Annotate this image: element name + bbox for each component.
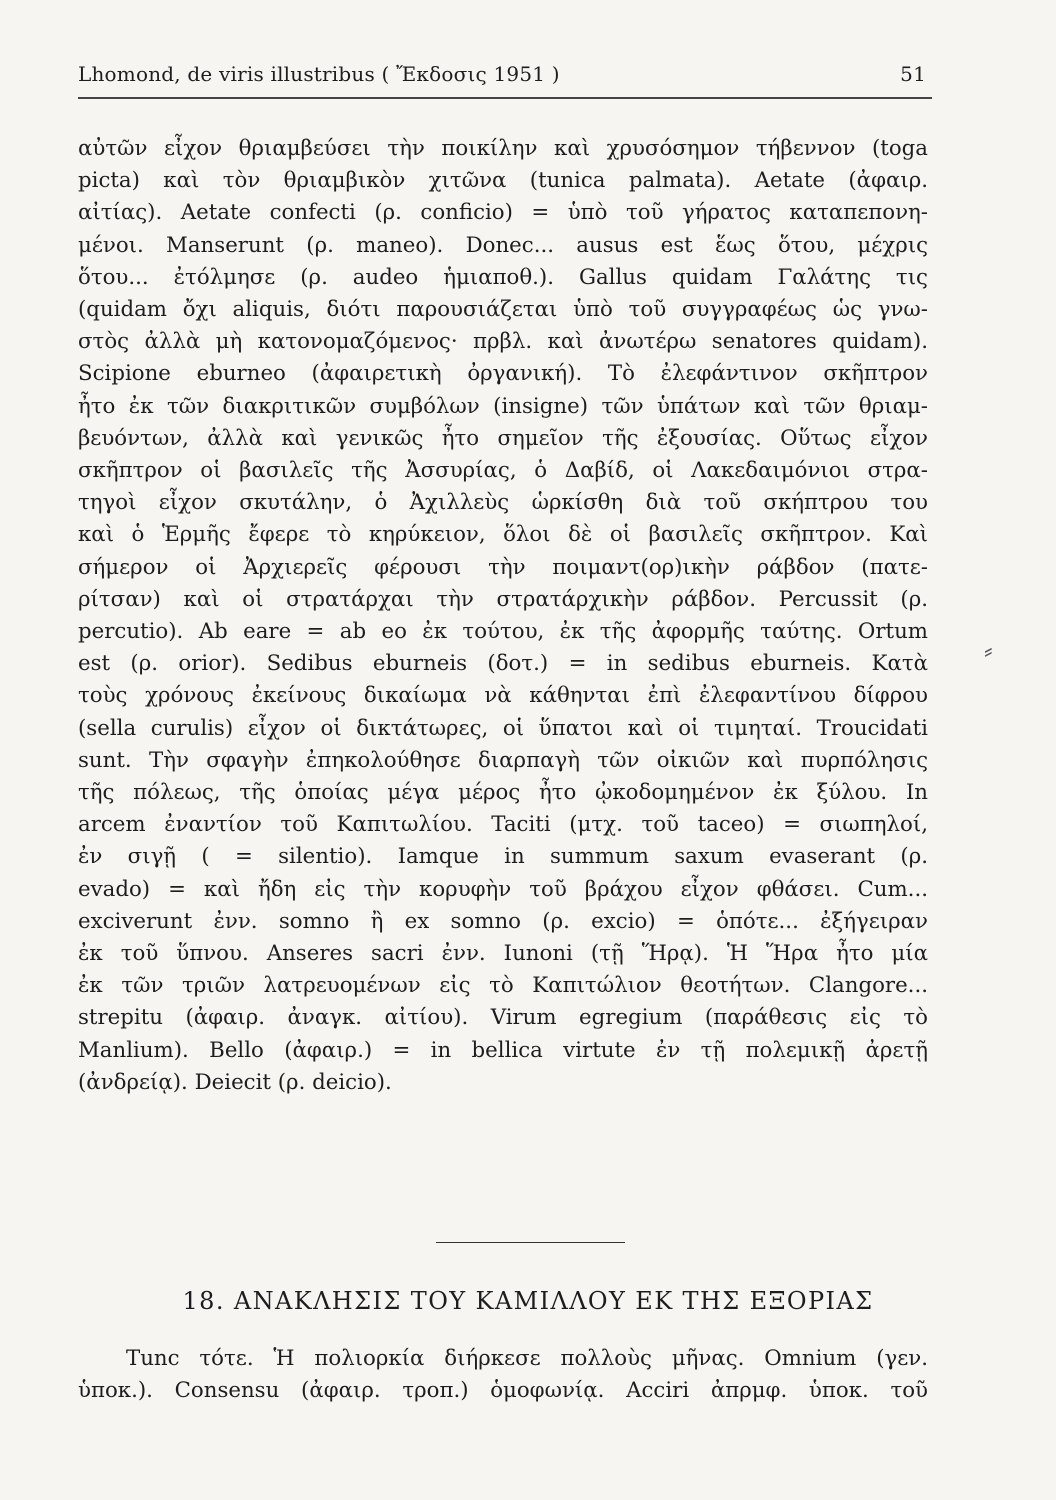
text-line: est (ρ. orior). Sedibus eburneis (δοτ.) = in sedibus eburneis. Κατὰ — [78, 651, 928, 677]
text-line: ἦτο ἐκ τῶν διακριτικῶν συμβόλων (insigne) τῶν ὑπάτων καὶ τῶν θριαμ- — [78, 393, 928, 419]
section-text — [78, 1343, 928, 1407]
text-line: τοὺς χρόνους ἐκείνους δικαίωμα νὰ κάθηνται ἐπὶ ἐλεφαντίνου δίφρου — [78, 683, 928, 709]
text-line: ἐκ τῶν τριῶν λατρευομένων εἰς τὸ Καπιτώλιον θεοτήτων. Clangore... — [78, 973, 928, 999]
header-rule — [78, 97, 932, 99]
text-line: αἰτίας). Aetate confecti (ρ. conficio) = ὑπὸ τοῦ γήρατος καταπεπονη- — [78, 200, 928, 226]
text-line: μένοι. Manserunt (ρ. maneo). Donec... ausus est ἕως ὅτου, μέχρις — [78, 232, 928, 258]
text-line: τῆς πόλεως, τῆς ὁποίας μέγα μέρος ἦτο ᾠκοδομημένον ἐκ ξύλου. In — [78, 780, 928, 806]
text-line: evado) = καὶ ἤδη εἰς τὴν κορυφὴν τοῦ βράχου εἶχον φθάσει. Cum... — [78, 876, 928, 902]
text-line: percutio). Ab eare = ab eo ἐκ τούτου, ἐκ τῆς ἀφορμῆς ταύτης. Ortum — [78, 619, 928, 645]
page-number: 51 — [900, 62, 926, 86]
text-line: ὅτου... ἐτόλμησε (ρ. audeo ἡμιαποθ.). Gallus quidam Γαλάτης τις — [78, 264, 928, 290]
text-line: exciverunt ἐνν. somno ἢ ex somno (ρ. excio) = ὁπότε... ἐξήγειραν — [78, 908, 928, 934]
running-title: Lhomond, de viris illustribus ( Ἔκδοσις 1951 ) — [78, 62, 560, 86]
text-line: arcem ἐναντίον τοῦ Καπιτωλίου. Taciti (μτχ. τοῦ taceo) = σιωπηλοί, — [78, 812, 928, 838]
text-line: αὐτῶν εἶχον θριαμβεύσει τὴν ποικίλην καὶ χρυσόσημον τήβεννον (toga — [78, 136, 928, 161]
running-header — [78, 62, 930, 86]
text-line: σήμερον οἱ Ἀρχιερεῖς φέρουσι τὴν ποιμαντ(ορ)ικὴν ράβδον (πατε- — [78, 554, 928, 580]
text-line: ἐν σιγῇ ( = silentio). Iamque in summum saxum evaserant (ρ. — [78, 844, 928, 870]
section-heading: 18. ΑΝΑΚΛΗΣΙΣ ΤΟΥ ΚΑΜΙΛΛΟΥ ΕΚ ΤΗΣ ΕΞΟΡΙΑΣ — [182, 1287, 874, 1315]
section-separator — [436, 1242, 625, 1243]
text-line: τηγοὶ εἶχον σκυτάλην, ὁ Ἀχιλλεὺς ὡρκίσθη διὰ τοῦ σκήπτρου του — [78, 490, 928, 516]
commentary-text — [78, 133, 928, 1099]
text-line: βευόντων, ἀλλὰ καὶ γενικῶς ἦτο σημεῖον τῆς ἐξουσίας. Οὕτως εἶχον — [78, 425, 928, 451]
text-line: Scipione eburneo (ἀφαιρετικὴ ὀργανική). Τὸ ἐλεφάντινον σκῆπτρον — [78, 361, 928, 387]
text-line: σκῆπτρον οἱ βασιλεῖς τῆς Ἀσσυρίας, ὁ Δαβίδ, οἱ Λακεδαιμόνιοι στρα- — [78, 458, 928, 484]
margin-mark: ⸗ — [984, 636, 993, 666]
text-line: ρίτσαν) καὶ οἱ στρατάρχαι τὴν στρατάρχικὴν ράβδον. Percussit (ρ. — [78, 586, 928, 612]
text-line: στὸς ἀλλὰ μὴ κατονομαζόμενος· πρβλ. καὶ ἀνωτέρω senatores quidam). — [78, 329, 928, 355]
text-line: (ἀνδρείᾳ). Deiecit (ρ. deicio). — [78, 1069, 392, 1095]
text-line: ὑποκ.). Consensu (ἀφαιρ. τροπ.) ὁμοφωνίᾳ. Acciri ἀπρμφ. ὑποκ. τοῦ — [78, 1378, 928, 1404]
text-line: καὶ ὁ Ἑρμῆς ἔφερε τὸ κηρύκειον, ὅλοι δὲ οἱ βασιλεῖς σκῆπτρον. Καὶ — [78, 522, 928, 548]
text-line: (quidam ὄχι aliquis, διότι παρουσιάζεται ὑπὸ τοῦ συγγραφέως ὡς γνω- — [78, 297, 928, 323]
text-line: ἐκ τοῦ ὕπνου. Anseres sacri ἐνν. Iunoni (τῇ Ἥρᾳ). Ἡ Ἥρα ἦτο μία — [78, 941, 928, 967]
text-line: Manlium). Bello (ἀφαιρ.) = in bellica virtute ἐν τῇ πολεμικῇ ἀρετῇ — [78, 1037, 928, 1063]
text-line: sunt. Τὴν σφαγὴν ἐπηκολούθησε διαρπαγὴ τῶν οἰκιῶν καὶ πυρπόλησις — [78, 747, 928, 773]
text-line: picta) καὶ τὸν θριαμβικὸν χιτῶνα (tunica palmata). Aetate (ἀφαιρ. — [78, 168, 928, 194]
text-line: Tunc τότε. Ἡ πολιορκία διήρκεσε πολλοὺς μῆνας. Omnium (γεν. — [126, 1346, 928, 1371]
text-line: (sella curulis) εἶχον οἱ δικτάτωρες, οἱ ὕπατοι καὶ οἱ τιμηταί. Troucidati — [78, 715, 928, 741]
text-line: strepitu (ἀφαιρ. ἀναγκ. αἰτίου). Virum egregium (παράθεσις εἰς τὸ — [78, 1005, 928, 1031]
